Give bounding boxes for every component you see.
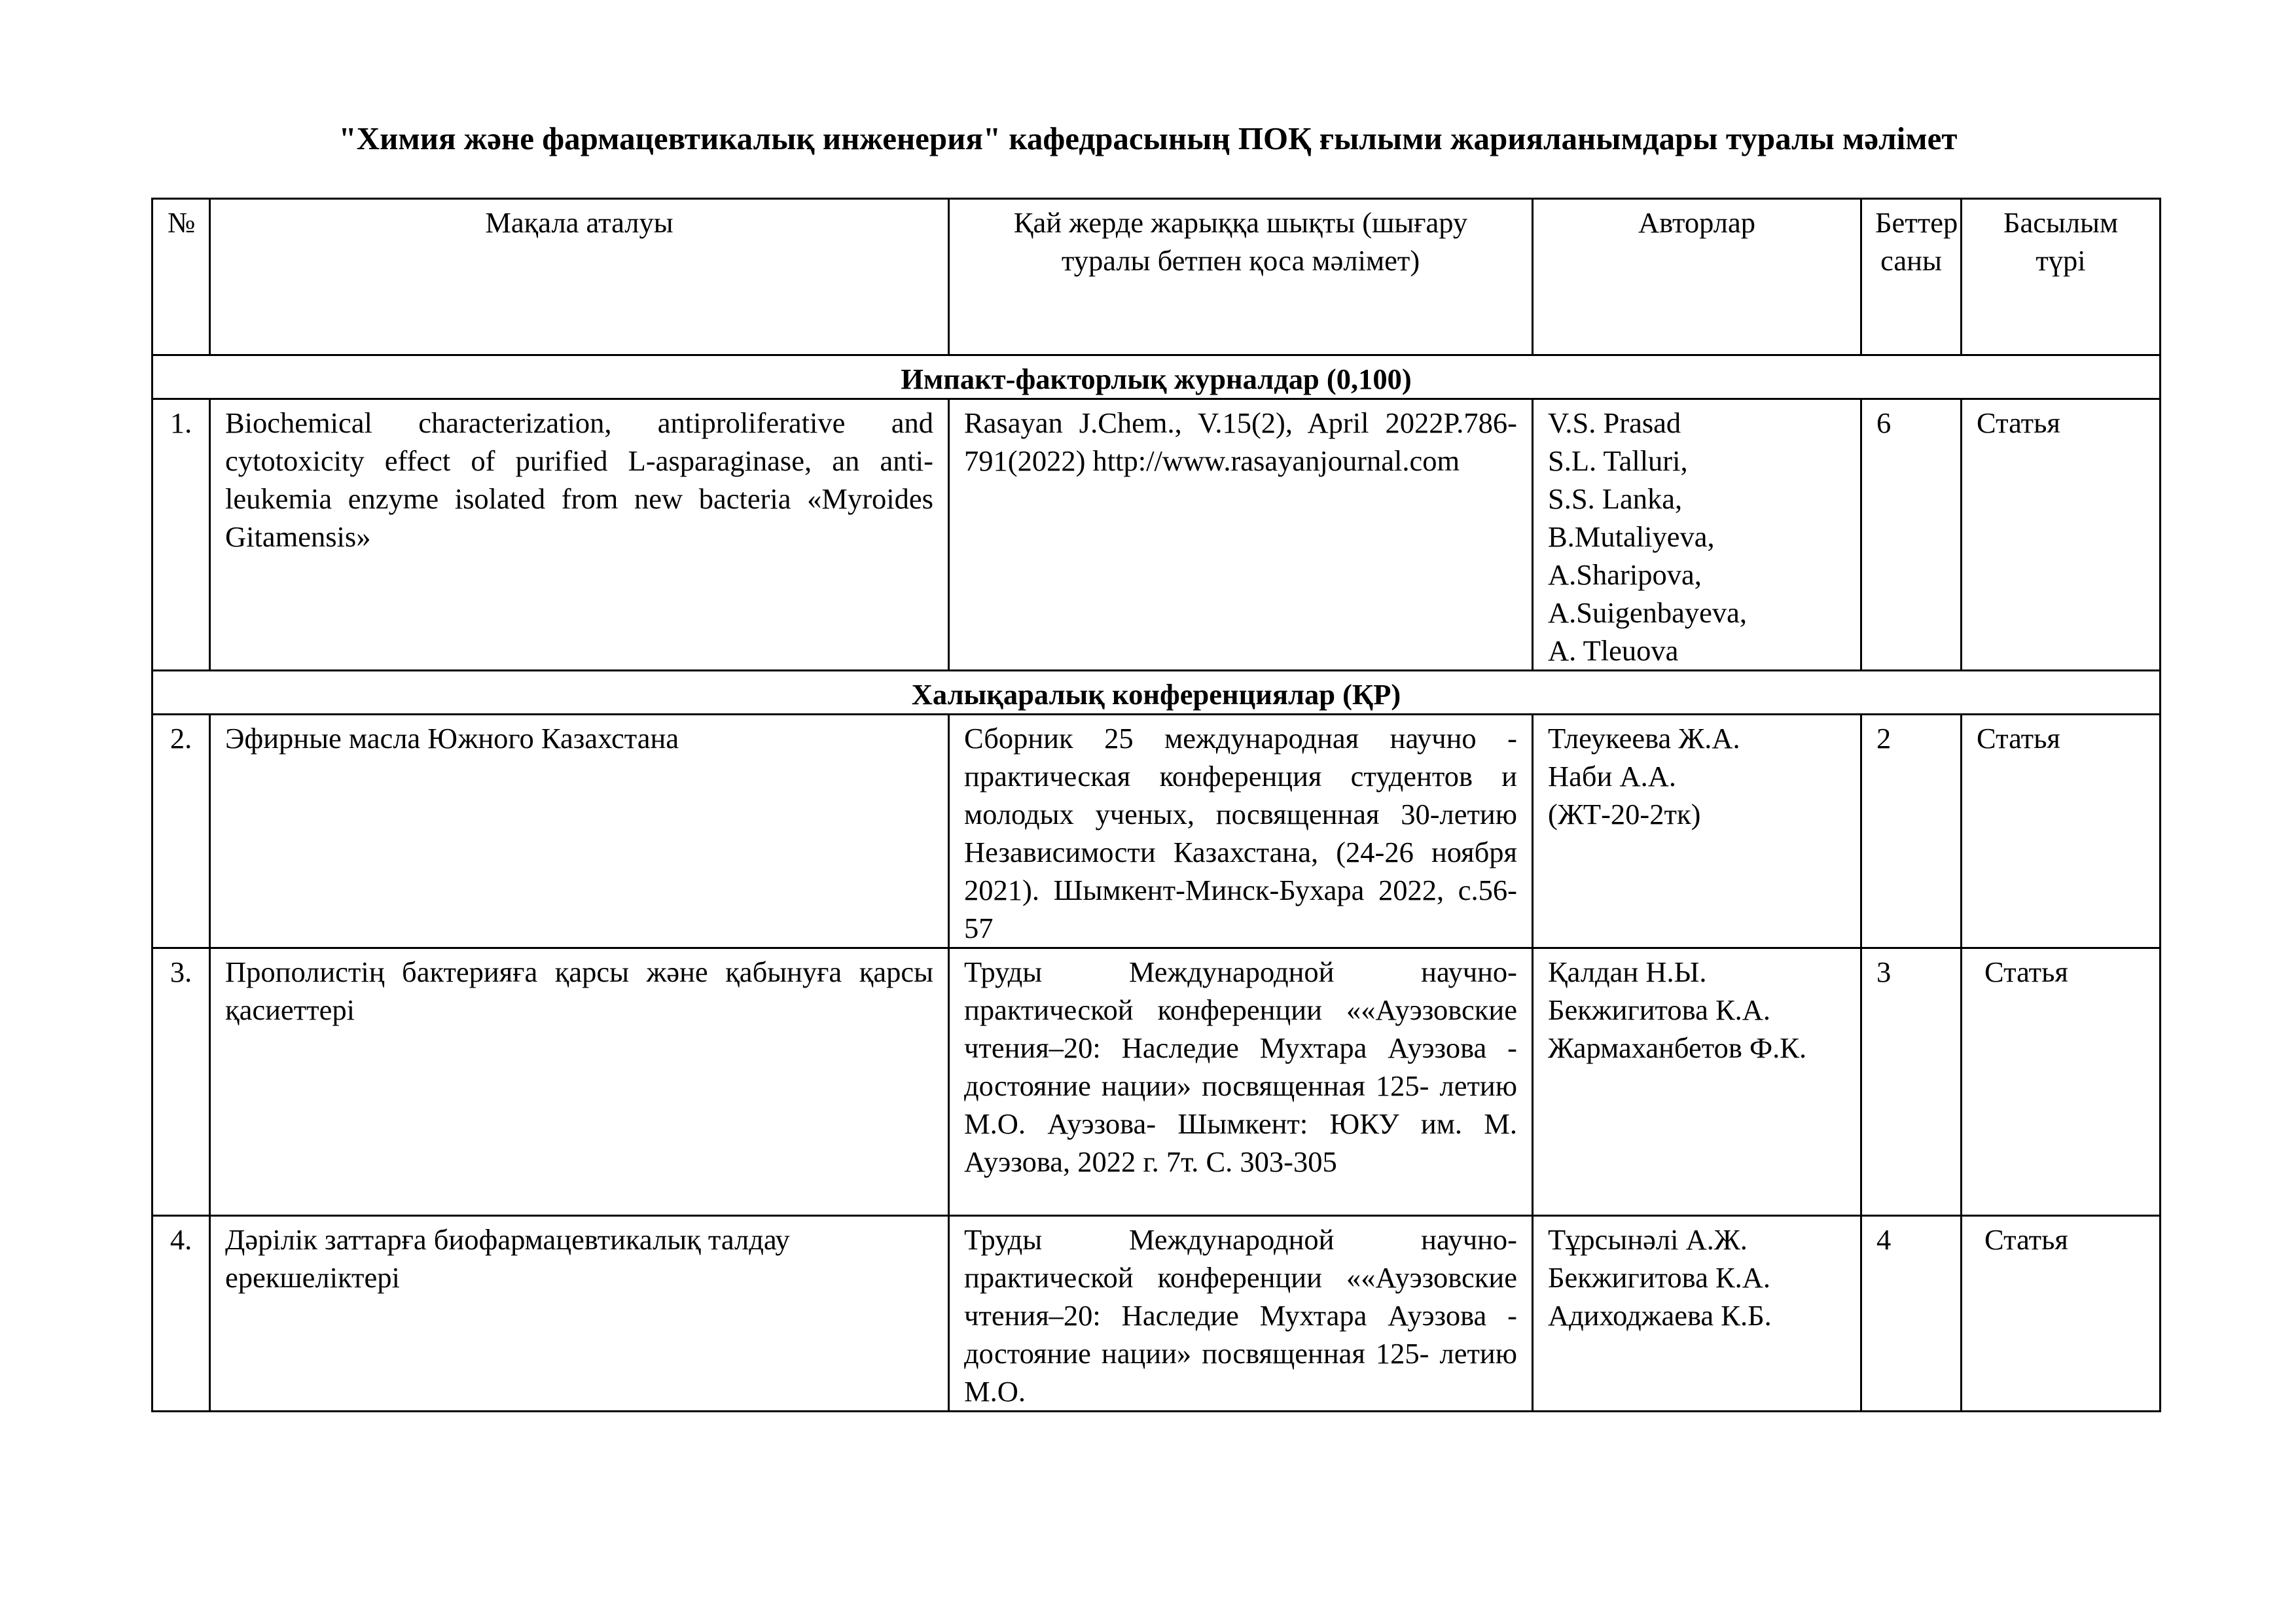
author: A.Sharipova, bbox=[1548, 558, 1702, 591]
section-row-impact-journals bbox=[152, 355, 2161, 399]
row-num: 3. bbox=[152, 948, 210, 1216]
row-title: Прополистің бактерияға қарсы және қабынуға қарсы қасиеттері bbox=[210, 948, 949, 1216]
section-label: Импакт-факторлық журналдар (0,100) bbox=[152, 355, 2161, 399]
document-title: "Химия және фармацевтикалық инженерия" кафедрасының ПОҚ ғылыми жарияланымдары туралы мәлімет bbox=[338, 120, 1958, 156]
row-source: Труды Международной научно-практической конференции ««Ауэзовские чтения–20: Наследие Мухтара Ауэзова - достояние нации» посвященная 125- летию М.О. bbox=[949, 1216, 1533, 1412]
section-row-international-conferences bbox=[152, 671, 2161, 715]
author: B.Mutaliyeva, bbox=[1548, 520, 1715, 553]
author: Адиходжаева К.Б. bbox=[1548, 1299, 1772, 1332]
author: Қалдан Н.Ы. bbox=[1548, 955, 1707, 988]
row-authors bbox=[1533, 1216, 1861, 1412]
row-pages: 3 bbox=[1861, 948, 1962, 1216]
header-num: № bbox=[152, 199, 210, 355]
row-authors bbox=[1533, 948, 1861, 1216]
row-source: Rasayan J.Chem., V.15(2), April 2022P.786-791(2022) http://www.rasayanjournal.com bbox=[949, 399, 1533, 671]
section-label: Халықаралық конференциялар (ҚР) bbox=[152, 671, 2161, 715]
row-num: 1. bbox=[152, 399, 210, 671]
row-type: Статья bbox=[1962, 1216, 2161, 1412]
row-type: Статья bbox=[1962, 715, 2161, 948]
row-title: Дәрілік заттарға биофармацевтикалық талдау ерекшеліктері bbox=[210, 1216, 949, 1412]
row-authors bbox=[1533, 715, 1861, 948]
author: Наби А.А. bbox=[1548, 760, 1676, 793]
row-pages: 6 bbox=[1861, 399, 1962, 671]
header-type: Басылым түрі bbox=[1962, 199, 2161, 355]
author: Тлеукеева Ж.А. bbox=[1548, 722, 1740, 755]
header-title: Мақала аталуы bbox=[210, 199, 949, 355]
table-row bbox=[152, 948, 2161, 1216]
row-pages: 2 bbox=[1861, 715, 1962, 948]
author: S.S. Lanka, bbox=[1548, 482, 1683, 515]
author: V.S. Prasad bbox=[1548, 406, 1681, 439]
author: A. Tleuova bbox=[1548, 634, 1679, 667]
author: Бекжигитова К.А. bbox=[1548, 1261, 1771, 1294]
author: (ЖТ-20-2тк) bbox=[1548, 798, 1701, 830]
row-type: Статья bbox=[1962, 399, 2161, 671]
row-num: 2. bbox=[152, 715, 210, 948]
author: Жармаханбетов Ф.К. bbox=[1548, 1031, 1807, 1064]
author: Тұрсынәлі А.Ж. bbox=[1548, 1223, 1748, 1256]
row-source: Труды Международной научно-практической конференции ««Ауэзовские чтения–20: Наследие Мухтара Ауэзова - достояние нации» посвященная 125- летию М.О. Ауэзова- Шымкент: ЮКУ им. М. Ауэзова, 2022 г. 7т. С. 303-305 bbox=[949, 948, 1533, 1216]
header-authors: Авторлар bbox=[1533, 199, 1861, 355]
publications-table bbox=[151, 198, 2161, 1412]
header-source: Қай жерде жарыққа шықты (шығару туралы бетпен қоса мәлімет) bbox=[949, 199, 1533, 355]
author: S.L. Talluri, bbox=[1548, 444, 1688, 477]
table-row bbox=[152, 1216, 2161, 1412]
header-pages: Беттер саны bbox=[1861, 199, 1962, 355]
row-source: Сборник 25 международная научно - практическая конференция студентов и молодых ученых, посвященная 30-летию Независимости Казахстана, (24-26 ноября 2021). Шымкент-Минск-Бухара 2022, с.56-57 bbox=[949, 715, 1533, 948]
author: Бекжигитова К.А. bbox=[1548, 993, 1771, 1026]
row-num: 4. bbox=[152, 1216, 210, 1412]
row-title: Эфирные масла Южного Казахстана bbox=[210, 715, 949, 948]
table-row bbox=[152, 399, 2161, 671]
row-authors bbox=[1533, 399, 1861, 671]
table-row bbox=[152, 715, 2161, 948]
row-type: Статья bbox=[1962, 948, 2161, 1216]
row-pages: 4 bbox=[1861, 1216, 1962, 1412]
row-title: Biochemical characterization, antiproliferative and cytotoxicity effect of purified L-asparaginase, an anti-leukemia enzyme isolated from new bacteria «Myroides Gitamensis» bbox=[210, 399, 949, 671]
table-header-row bbox=[152, 199, 2161, 355]
author: A.Suigenbayeva, bbox=[1548, 596, 1748, 629]
